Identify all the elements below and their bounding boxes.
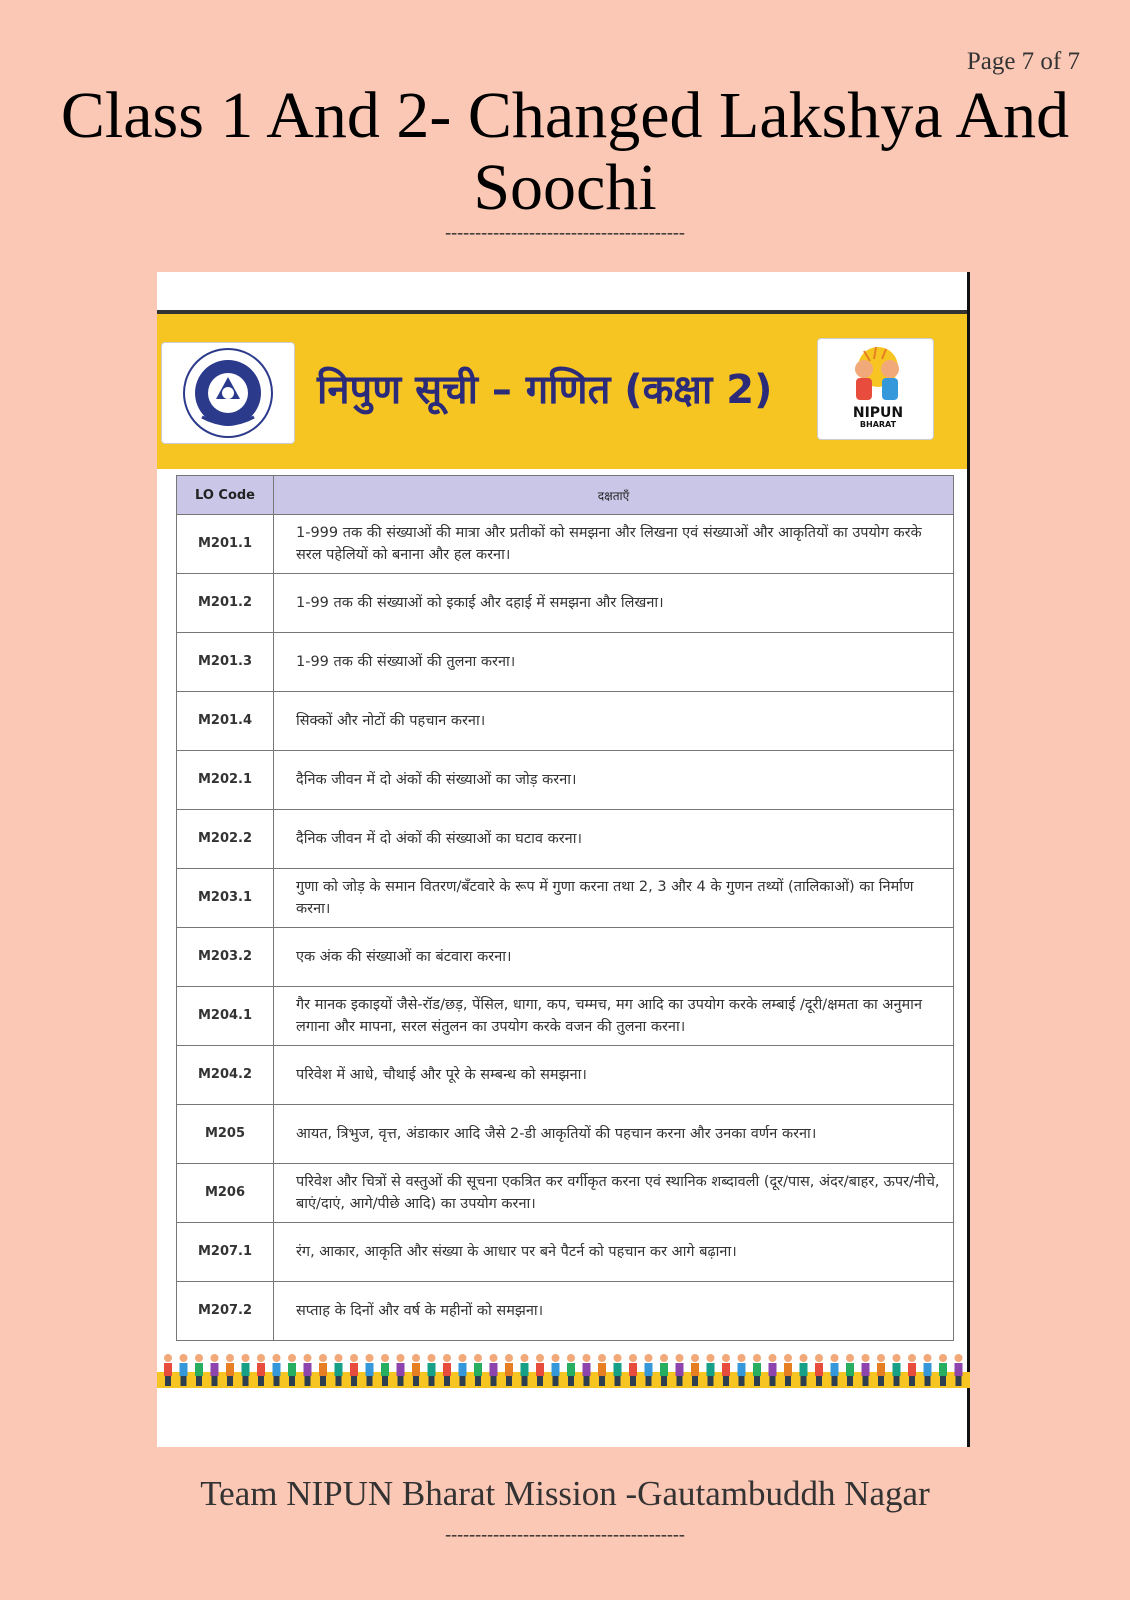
- lo-code-cell: M203.2: [177, 928, 274, 987]
- skill-cell: परिवेश में आधे, चौथाई और पूरे के सम्बन्ध को समझना।: [274, 1046, 954, 1105]
- lo-code-cell: M201.3: [177, 633, 274, 692]
- lo-code-cell: M201.1: [177, 515, 274, 574]
- up-govt-emblem: [161, 342, 295, 444]
- lo-code-cell: M204.1: [177, 987, 274, 1046]
- table-row: [177, 1046, 954, 1105]
- kid-figure: [428, 1354, 436, 1386]
- kids-border-strip: [157, 1348, 970, 1396]
- kid-figure: [924, 1354, 932, 1386]
- table-row: [177, 1105, 954, 1164]
- skill-cell: आयत, त्रिभुज, वृत्त, अंडाकार आदि जैसे 2-डी आकृतियों की पहचान करना और उनका वर्णन करना।: [274, 1105, 954, 1164]
- table-row: [177, 751, 954, 810]
- kid-figure: [474, 1354, 482, 1386]
- kid-figure: [846, 1354, 854, 1386]
- lo-code-cell: M201.4: [177, 692, 274, 751]
- kid-figure: [381, 1354, 389, 1386]
- skill-cell: एक अंक की संख्याओं का बंटवारा करना।: [274, 928, 954, 987]
- banner: [157, 314, 967, 469]
- kid-figure: [753, 1354, 761, 1386]
- table-row: [177, 928, 954, 987]
- kid-figure: [397, 1354, 405, 1386]
- kid-figure: [598, 1354, 606, 1386]
- kid-figure: [164, 1354, 172, 1386]
- skill-cell: गुणा को जोड़ के समान वितरण/बँटवारे के रूप में गुणा करना तथा 2, 3 और 4 के गुणन तथ्यों (तालिकाओं) का निर्माण करना।: [274, 869, 954, 928]
- kid-figure: [366, 1354, 374, 1386]
- lo-code-cell: M202.2: [177, 810, 274, 869]
- kid-figure: [180, 1354, 188, 1386]
- table-row: [177, 987, 954, 1046]
- kid-figure: [335, 1354, 343, 1386]
- kid-figure: [877, 1354, 885, 1386]
- lo-code-cell: M207.2: [177, 1282, 274, 1341]
- kid-figure: [288, 1354, 296, 1386]
- title-divider: ----------------------------------------: [445, 222, 685, 242]
- lo-code-cell: M203.1: [177, 869, 274, 928]
- kid-figure: [242, 1354, 250, 1386]
- kid-figure: [629, 1354, 637, 1386]
- skill-cell: गैर मानक इकाइयों जैसे-रॉड/छड़, पेंसिल, धागा, कप, चम्मच, मग आदि का उपयोग करके लम्बाई /दूरी/क्षमता का अनुमान लगाना और मापना, सरल संतुलन का उपयोग करके वजन की तुलना करना।: [274, 987, 954, 1046]
- table-row: [177, 1164, 954, 1223]
- kid-figure: [211, 1354, 219, 1386]
- lo-code-cell: M201.2: [177, 574, 274, 633]
- kid-figure: [412, 1354, 420, 1386]
- skill-cell: दैनिक जीवन में दो अंकों की संख्याओं का घटाव करना।: [274, 810, 954, 869]
- skill-cell: परिवेश और चित्रों से वस्तुओं की सूचना एकत्रित कर वर्गीकृत करना एवं स्थानिक शब्दावली (दूर/पास, अंदर/बाहर, ऊपर/नीचे, बाएं/दाएं, आगे/पीछे आदि) का उपयोग करना।: [274, 1164, 954, 1223]
- footer-divider: ----------------------------------------: [445, 1524, 685, 1544]
- table-row: [177, 810, 954, 869]
- lo-code-cell: M205: [177, 1105, 274, 1164]
- title-line-1: Class 1 And 2- Changed Lakshya And: [60, 79, 1070, 152]
- title-line-2: Soochi: [473, 151, 657, 224]
- header-skills: दक्षताएँ: [274, 476, 954, 515]
- table-body: [177, 515, 954, 1341]
- footer-text: Team NIPUN Bharat Mission -Gautambuddh Nagar: [200, 1474, 930, 1513]
- table-row: [177, 574, 954, 633]
- table-row: [177, 692, 954, 751]
- banner-title: निपुण सूची – गणित (कक्षा 2): [317, 367, 773, 413]
- kid-figure: [350, 1354, 358, 1386]
- kid-figure: [536, 1354, 544, 1386]
- kid-figure: [908, 1354, 916, 1386]
- table-header-row: [177, 476, 954, 515]
- nipun-logo-text: [848, 407, 908, 431]
- kid-figure: [660, 1354, 668, 1386]
- table-row: [177, 869, 954, 928]
- kid-figure: [955, 1354, 963, 1386]
- header-lo-code: LO Code: [177, 476, 274, 515]
- kid-figure: [257, 1354, 265, 1386]
- kid-figure: [490, 1354, 498, 1386]
- lo-code-cell: M204.2: [177, 1046, 274, 1105]
- table-row: [177, 1223, 954, 1282]
- nipun-word: NIPUN: [852, 405, 904, 421]
- kid-figure: [691, 1354, 699, 1386]
- kid-figure: [784, 1354, 792, 1386]
- kid-figure: [939, 1354, 947, 1386]
- kid-figure: [815, 1354, 823, 1386]
- page-title: [0, 80, 1130, 224]
- page-number: Page 7 of 7: [966, 48, 1080, 75]
- kid-figure: [707, 1354, 715, 1386]
- kid-figure: [831, 1354, 839, 1386]
- kid-figure: [567, 1354, 575, 1386]
- kid-figure: [800, 1354, 808, 1386]
- nipun-bharat-logo: [817, 338, 934, 440]
- skill-cell: 1-99 तक की संख्याओं की तुलना करना।: [274, 633, 954, 692]
- kid-figure: [583, 1354, 591, 1386]
- skill-cell: रंग, आकार, आकृति और संख्या के आधार पर बने पैटर्न को पहचान कर आगे बढ़ाना।: [274, 1223, 954, 1282]
- skill-cell: सिक्कों और नोटों की पहचान करना।: [274, 692, 954, 751]
- kid-figure: [521, 1354, 529, 1386]
- skill-cell: सप्ताह के दिनों और वर्ष के महीनों को समझना।: [274, 1282, 954, 1341]
- kid-figure: [552, 1354, 560, 1386]
- lo-table: [176, 475, 954, 1341]
- kid-figure: [195, 1354, 203, 1386]
- document-image: [157, 272, 970, 1447]
- kid-figure: [304, 1354, 312, 1386]
- kid-figure: [862, 1354, 870, 1386]
- kid-figure: [676, 1354, 684, 1386]
- kid-figure: [459, 1354, 467, 1386]
- lo-code-cell: M206: [177, 1164, 274, 1223]
- lo-code-cell: M207.1: [177, 1223, 274, 1282]
- kids-icon: [818, 339, 933, 409]
- kid-figure: [614, 1354, 622, 1386]
- kid-figure: [769, 1354, 777, 1386]
- bharat-word: BHARAT: [859, 420, 897, 429]
- kid-figure: [226, 1354, 234, 1386]
- skill-cell: 1-999 तक की संख्याओं की मात्रा और प्रतीकों को समझना और लिखना एवं संख्याओं और आकृतियों का उपयोग करके सरल पहेलियों को बनाना और हल करना।: [274, 515, 954, 574]
- kid-figure: [505, 1354, 513, 1386]
- emblem-icon: [182, 347, 274, 439]
- kid-figure: [722, 1354, 730, 1386]
- table-row: [177, 515, 954, 574]
- skill-cell: 1-99 तक की संख्याओं को इकाई और दहाई में समझना और लिखना।: [274, 574, 954, 633]
- table-row: [177, 633, 954, 692]
- kid-figure: [443, 1354, 451, 1386]
- kid-figure: [645, 1354, 653, 1386]
- lo-code-cell: M202.1: [177, 751, 274, 810]
- kid-figure: [738, 1354, 746, 1386]
- kid-figure: [319, 1354, 327, 1386]
- kid-figure: [273, 1354, 281, 1386]
- kid-figure: [893, 1354, 901, 1386]
- skill-cell: दैनिक जीवन में दो अंकों की संख्याओं का जोड़ करना।: [274, 751, 954, 810]
- table-row: [177, 1282, 954, 1341]
